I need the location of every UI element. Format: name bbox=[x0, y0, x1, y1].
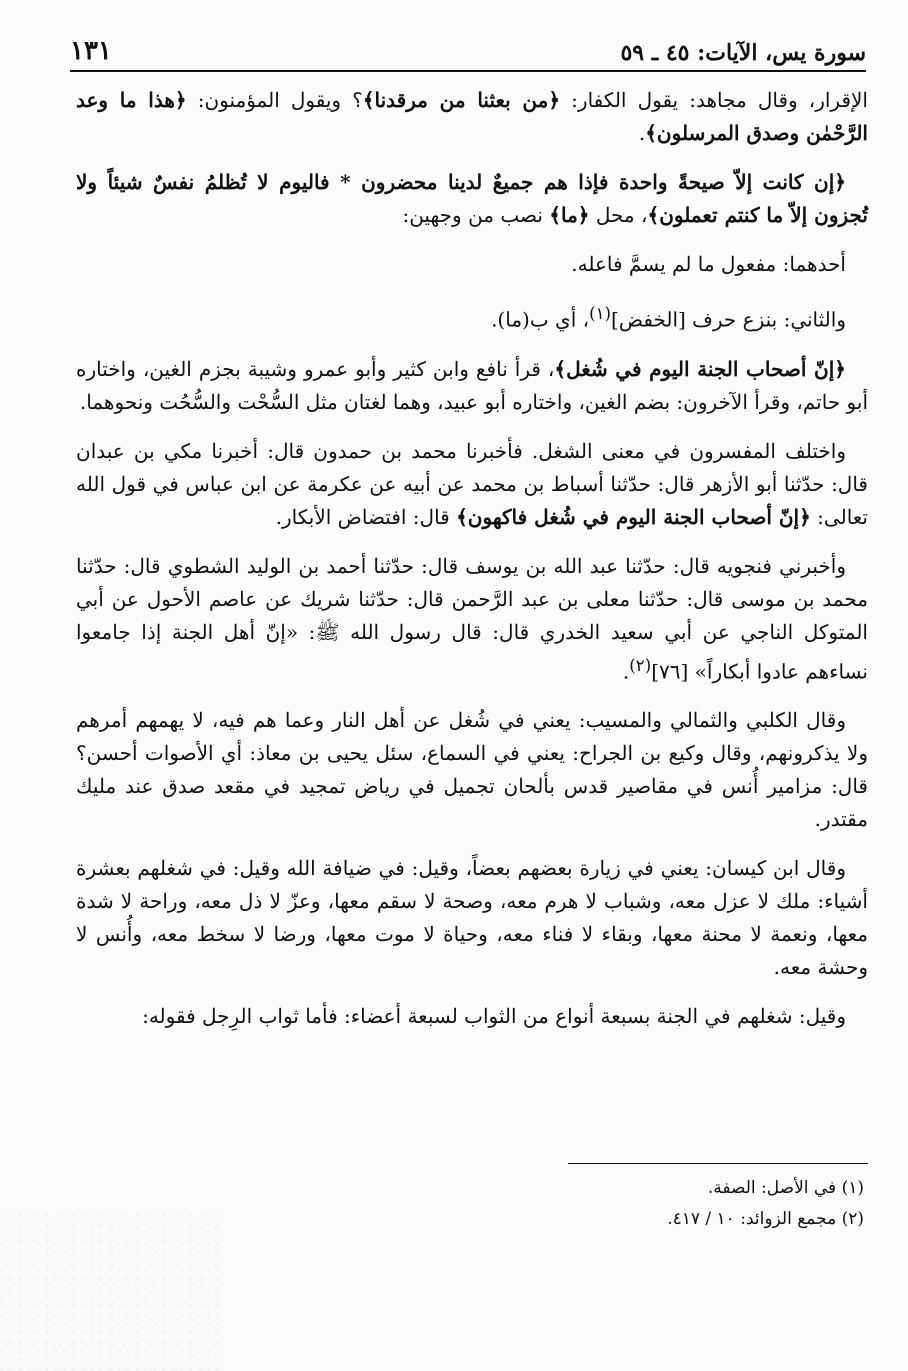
footnote-2: (٢) مجمع الزوائد: ١٠ / ٤١٧. bbox=[667, 1209, 864, 1229]
text-segment: والثاني: بنزع حرف [الخفض] bbox=[611, 307, 846, 332]
text-segment: ، قرأ نافع وابن كثير وأبو عمرو وشيبة بجزم الغين، واختاره أبو حاتم، وقرأ الآخرون: بضم الغين، واختاره أبو عبيد، وهما لغتان مثل السُّحْت والسُّحُت ونحوهما. bbox=[76, 356, 868, 414]
text-segment: . bbox=[622, 659, 630, 684]
quran-verse: ﴿هذا ما وعد الرَّحْمٰن وصدق المرسلون﴾ bbox=[76, 88, 868, 145]
paragraph bbox=[76, 550, 868, 689]
footnote-marker: (١) bbox=[589, 304, 612, 323]
footnotes bbox=[200, 1173, 864, 1235]
paragraph bbox=[76, 852, 868, 984]
text-segment: ؟ ويقول المؤمنون: bbox=[186, 88, 363, 112]
running-title: سورة يس، الآيات: ٤٥ ـ ٥٩ bbox=[620, 40, 866, 66]
quran-verse: ﴿إن كانت إلاّ صيحةً واحدة فإذا هم جميعٌ لدينا محضرون * فاليوم لا تُظلمُ نفسٌ شيئاً ولا تُجزون إلاّ ما كنتم تعملون﴾ bbox=[76, 170, 868, 227]
footnote-marker: (٢) bbox=[629, 655, 652, 675]
text-segment: وأخبرني فنجويه قال: حدّثنا عبد الله بن يوسف قال: حدّثنا أحمد بن الوليد الشطوي قال: حدّثنا محمد بن موسى قال: حدّثنا معلى بن عبد الرَّحمن قال: حدّثنا شريك عن عاصم الأحول عن أبي المتوكل الناجي عن أبي سعيد الخدري قال: قال رسول الله ﷺ: «إنّ أهل الجنة إذا جامعوا نساءهم عادوا أبكاراً» [٧٦] bbox=[76, 553, 868, 684]
main-text bbox=[76, 84, 868, 1049]
text-segment: نصب من وجهين: bbox=[402, 203, 550, 227]
paragraph bbox=[76, 353, 868, 419]
quran-verse: ﴿إنّ أصحاب الجنة اليوم في شُغل فاكهون﴾ bbox=[456, 504, 811, 529]
text-segment: ، محل bbox=[589, 203, 648, 227]
page-number: ١٣١ bbox=[70, 36, 112, 66]
quran-verse: ﴿ما﴾ bbox=[549, 203, 590, 227]
paragraph bbox=[76, 435, 868, 534]
footnote-1: (١) في الأصل: الصفة. bbox=[707, 1178, 864, 1198]
paragraph bbox=[76, 704, 868, 836]
quran-verse: ﴿إنّ أصحاب الجنة اليوم في شُغل﴾ bbox=[554, 356, 846, 381]
text-segment: وقال ابن كيسان: يعني في زيارة بعضهم بعضاً، وقيل: في ضيافة الله وقيل: في شغلهم بعشرة أشياء: ملك لا عزل معه، وشباب لا هرم معه، وصحة لا سقم معها، وعزّ لا ذل معه، وراحة لا شدة معها، ونعمة لا محنة معها، وبقاء لا فناء معه، وحياة لا موت معها، ورضا لا سخط معه، وأُنس لا وحشة معه. bbox=[76, 856, 868, 980]
text-segment: الإقرار، وقال مجاهد: يقول الكفار: bbox=[560, 88, 868, 112]
page-header bbox=[70, 32, 866, 72]
paragraph bbox=[76, 84, 868, 150]
text-segment: وقال الكلبي والثمالي والمسيب: يعني في شُغل عن أهل النار وعما هم فيه، لا يهمهم أمرهم ولا يذكرونهم، وقال وكيع بن الجراح: يعني في السماع، سئل يحيى بن معاذ: أي الأصوات أحسن؟ قال: مزامير أُنس في مقاصير قدس بألحان تجميل في رياض تمجيد في مقعد صدق عند مليك مقتدر. bbox=[76, 708, 868, 832]
paragraph bbox=[76, 166, 868, 232]
paragraph bbox=[76, 297, 868, 337]
footnote-divider bbox=[568, 1163, 868, 1164]
scan-speckle bbox=[0, 1211, 220, 1371]
text-segment: واختلف المفسرون في معنى الشغل. فأخبرنا محمد بن حمدون قال: أخبرنا مكي بن عبدان قال: حدّثنا أبو الأزهر قال: حدّثنا أسباط بن محمد عن أبيه عن عكرمة عن ابن عباس في قول الله تعالى: bbox=[76, 438, 868, 529]
text-segment: وقيل: شغلهم في الجنة بسبعة أنواع من الثواب لسبعة أعضاء: فأما ثواب الرِجل فقوله: bbox=[142, 1004, 846, 1029]
text-segment: . bbox=[638, 121, 646, 145]
text-segment: ، أي ب(ما). bbox=[491, 307, 590, 332]
paragraph bbox=[76, 1000, 868, 1033]
text-segment: أحدهما: مفعول ما لم يسمَّ فاعله. bbox=[571, 252, 846, 276]
text-segment: قال: افتضاض الأبكار. bbox=[275, 504, 457, 529]
paragraph bbox=[76, 248, 868, 281]
quran-verse: ﴿من بعثنا من مرقدنا﴾ bbox=[362, 88, 561, 112]
